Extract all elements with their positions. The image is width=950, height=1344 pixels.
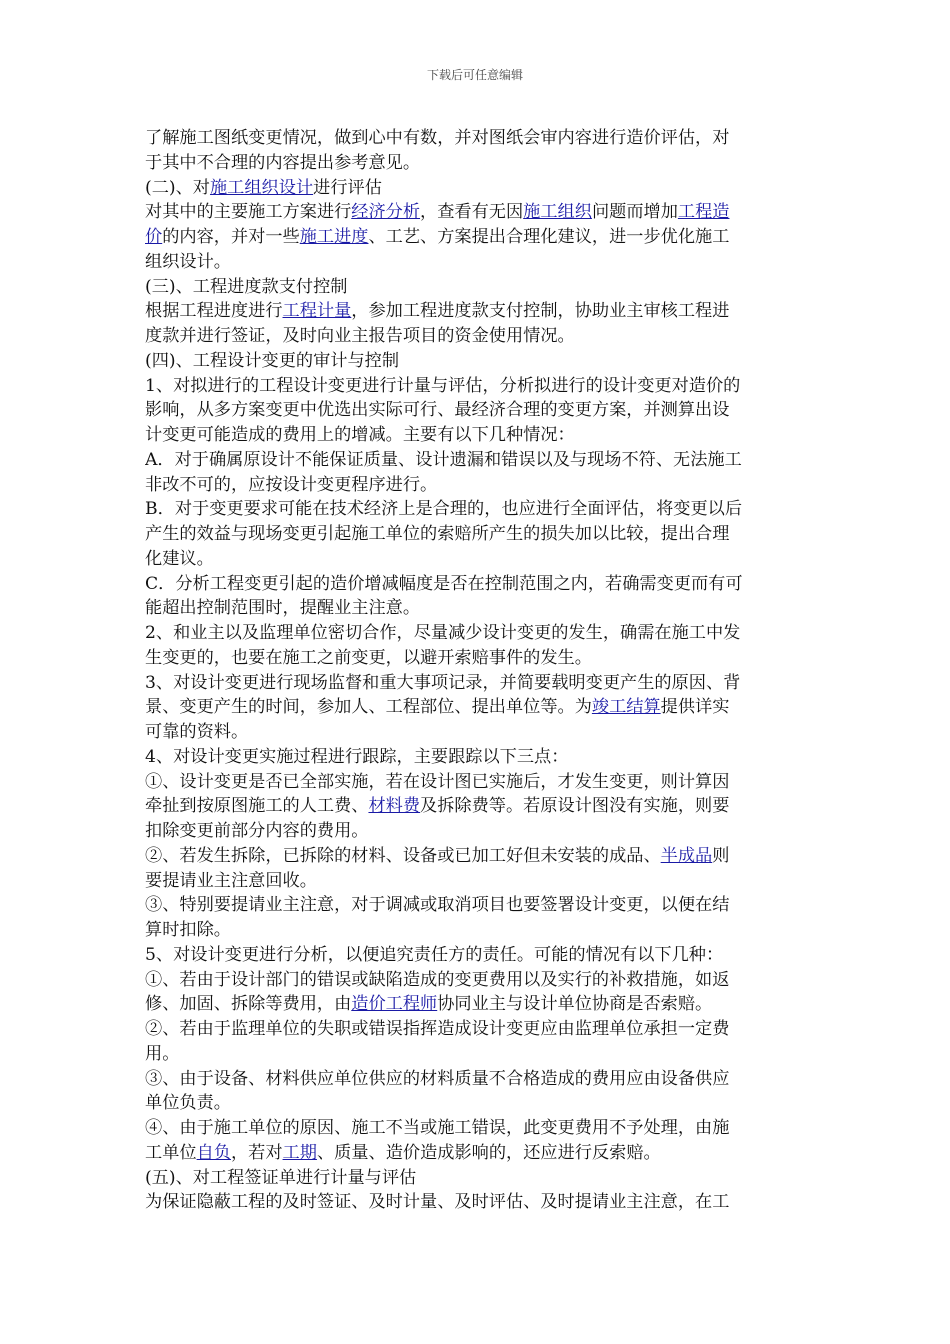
text-line: 用。 <box>145 1043 180 1064</box>
link-engineering-cost[interactable]: 工程造 <box>677 202 730 223</box>
text-line: 扣除变更前部分内容的费用。 <box>145 821 369 841</box>
text-line: 修、加固、拆除等费用，由造价工程师协同业主与设计单位协商是否索赔。 <box>145 994 713 1015</box>
link-economic-analysis[interactable]: 经济分析 <box>351 202 421 223</box>
text-line: B．对于变更要求可能在技术经济上是合理的，也应进行全面评估，将变更以后 <box>145 499 743 520</box>
section-heading: (三)、工程进度款支付控制 <box>145 276 348 297</box>
text-line: 根据工程进度进行工程计量，参加工程进度款支付控制，协助业主审核工程进 <box>145 301 730 322</box>
section-heading: (五)、对工程签证单进行计量与评估 <box>145 1167 417 1188</box>
text-line: ③、特别要提请业主注意，对于调减或取消项目也要签署设计变更，以便在结 <box>145 895 730 916</box>
text-line: 度款并进行签证，及时向业主报告项目的资金使用情况。 <box>145 326 575 346</box>
section-heading: (二)、对施工组织设计进行评估 <box>145 177 382 198</box>
link-cost-engineer[interactable]: 造价工程师 <box>351 994 438 1015</box>
text-line: 为保证隐蔽工程的及时签证、及时计量、及时评估、及时提请业主注意，在工 <box>145 1192 730 1213</box>
text-line: 要提请业主注意回收。 <box>145 870 317 891</box>
link-engineering-cost-cont[interactable]: 价 <box>145 227 163 247</box>
text-line: 生变更的，也要在施工之前变更，以避开索赔事件的发生。 <box>145 647 592 668</box>
text-line: 单位负责。 <box>145 1093 231 1114</box>
link-construction-org[interactable]: 施工组织 <box>523 202 592 223</box>
text-line: 5、对设计变更进行分析，以便追究责任方的责任。可能的情况有以下几种： <box>145 944 724 965</box>
text-line: 价的内容，并对一些施工进度、工艺、方案提出合理化建议，进一步优化施工 <box>145 227 730 247</box>
text-line: C．分析工程变更引起的造价增减幅度是否在控制范围之内，若确需变更而有可 <box>145 573 743 594</box>
text-line: 计变更可能造成的费用上的增减。主要有以下几种情况： <box>145 425 575 445</box>
text-line: 影响，从多方案变更中优选出实际可行、最经济合理的变更方案，并测算出设 <box>145 400 730 421</box>
link-construction-period[interactable]: 工期 <box>282 1142 317 1163</box>
link-material-cost[interactable]: 材料费 <box>368 796 421 817</box>
text-line: 产生的效益与现场变更引起施工单位的索赔所产生的损失加以比较，提出合理 <box>145 524 730 544</box>
text-line: 牵扯到按原图施工的人工费、材料费及拆除费等。若原设计图没有实施，则要 <box>145 796 730 817</box>
text-line: 2、和业主以及监理单位密切合作，尽量减少设计变更的发生，确需在施工中发 <box>145 623 741 643</box>
text-line: ②、若由于监理单位的失职或错误指挥造成设计变更应由监理单位承担一定费 <box>145 1019 730 1039</box>
text-line: 4、对设计变更实施过程进行跟踪，主要跟踪以下三点： <box>145 746 569 767</box>
text-line: 1、对拟进行的工程设计变更进行计量与评估，分析拟进行的设计变更对造价的 <box>145 375 741 396</box>
link-self-responsible[interactable]: 自负 <box>196 1142 231 1163</box>
section-heading: (四)、工程设计变更的审计与控制 <box>145 350 400 371</box>
page-header: 下载后可任意编辑 <box>426 68 523 82</box>
link-completion-settlement[interactable]: 竣工结算 <box>591 697 661 718</box>
document-body <box>145 126 810 1215</box>
text-line: 组织设计。 <box>145 251 231 272</box>
link-construction-org-design[interactable]: 施工组织设计 <box>209 177 314 198</box>
text-line: 非改不可的，应按设计变更程序进行。 <box>145 474 438 495</box>
text-line: 工单位自负，若对工期、质量、造价造成影响的，还应进行反索赔。 <box>145 1142 661 1163</box>
text-line: ①、设计变更是否已全部实施，若在设计图已实施后，才发生变更，则计算因 <box>145 771 730 792</box>
text-line: ④、由于施工单位的原因、施工不当或施工错误，此变更费用不予处理，由施 <box>145 1118 730 1138</box>
text-line: 于其中不合理的内容提出参考意见。 <box>145 152 421 173</box>
text-line: ③、由于设备、材料供应单位供应的材料质量不合格造成的费用应由设备供应 <box>145 1068 730 1089</box>
text-line: 对其中的主要施工方案进行经济分析，查看有无因施工组织问题而增加工程造 <box>145 202 730 223</box>
text-line: A．对于确属原设计不能保证质量、设计遗漏和错误以及与现场不符、无法施工 <box>145 449 742 470</box>
link-engineering-measurement[interactable]: 工程计量 <box>282 301 352 322</box>
text-line: 化建议。 <box>145 548 214 569</box>
text-line: ②、若发生拆除，已拆除的材料、设备或已加工好但未安装的成品、半成品则 <box>145 845 730 866</box>
text-line: ①、若由于设计部门的错误或缺陷造成的变更费用以及实行的补救措施，如返 <box>145 969 730 990</box>
link-construction-progress[interactable]: 施工进度 <box>299 227 369 247</box>
text-line: 算时扣除。 <box>145 920 231 940</box>
link-semi-finished-product[interactable]: 半成品 <box>660 845 713 866</box>
text-line: 能超出控制范围时，提醒业主注意。 <box>145 598 421 619</box>
text-line: 了解施工图纸变更情况，做到心中有数，并对图纸会审内容进行造价评估，对 <box>145 128 730 148</box>
text-line: 可靠的资料。 <box>145 722 249 742</box>
text-line: 景、变更产生的时间，参加人、工程部位、提出单位等。为竣工结算提供详实 <box>145 697 730 718</box>
text-line: 3、对设计变更进行现场监督和重大事项记录，并简要载明变更产生的原因、背 <box>145 672 741 693</box>
